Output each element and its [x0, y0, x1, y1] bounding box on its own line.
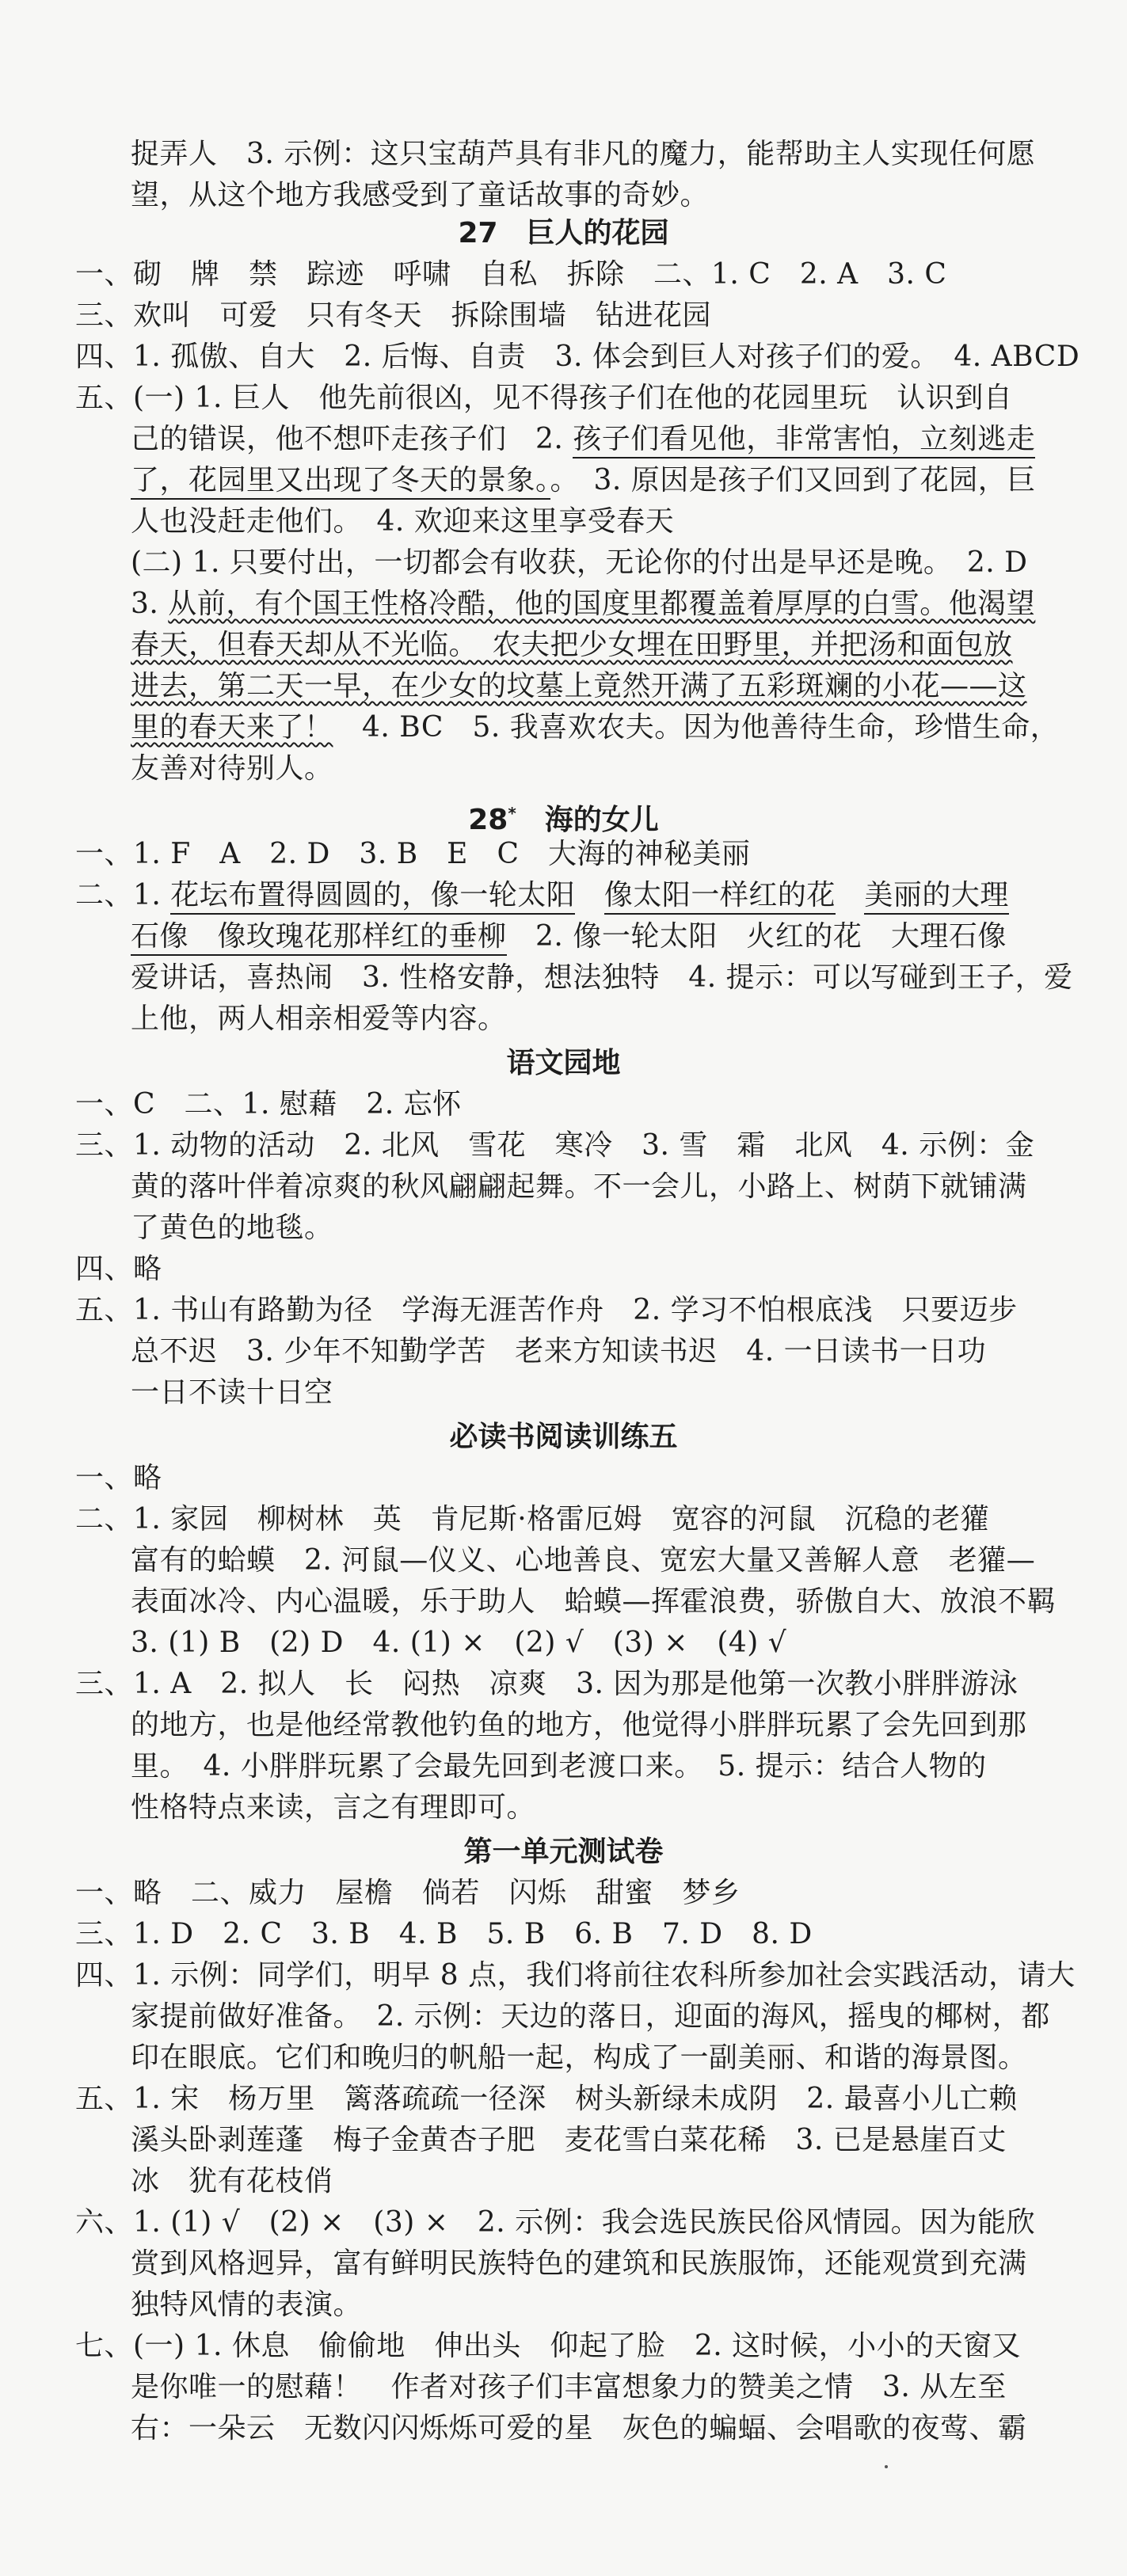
section-heading: 27 巨人的花园: [458, 217, 669, 249]
text-line: 冰 犹有花枝俏: [131, 2165, 333, 2197]
text-line: 二、1. 家园 柳树林 英 肯尼斯·格雷厄姆 宽容的河鼠 沉稳的老獾: [75, 1503, 990, 1535]
text-line: 家提前做好准备。 2. 示例：天边的落日，迎面的海风，摇曳的椰树，都: [131, 2000, 1050, 2033]
underlined-text: 孩子们看见他，非常害怕，立刻逃走: [573, 423, 1035, 459]
text-line: [131, 708, 1111, 748]
text-line: 独特风情的表演。: [131, 2289, 363, 2321]
stray-dot: [885, 2465, 888, 2468]
text-fragment: 二、1.: [75, 879, 171, 911]
text-line: 人也没赶走他们。 4. 欢迎来这里享受春天: [131, 505, 675, 538]
text-fragment: [575, 879, 604, 911]
text-line: 一、C 二、1. 慰藉 2. 忘怀: [75, 1088, 462, 1121]
text-line: 三、1. A 2. 拟人 长 闷热 凉爽 3. 因为那是他第一次教小胖胖游泳: [75, 1668, 1018, 1700]
text-line: 一、1. F A 2. D 3. B E C 大海的神秘美丽: [75, 838, 751, 870]
text-line: 一、略: [75, 1462, 162, 1494]
text-line: 捉弄人 3. 示例：这只宝葫芦具有非凡的魔力，能帮助主人实现任何愿: [131, 138, 1036, 170]
text-line: 的地方，也是他经常教他钓鱼的地方，他觉得小胖胖玩累了会先回到那: [131, 1709, 1027, 1741]
text-line: [131, 420, 1111, 459]
text-line: 三、欢叫 可爱 只有冬天 拆除围墙 钻进花园: [75, 299, 712, 332]
section-heading: 语文园地: [506, 1047, 621, 1079]
heading-mark: *: [508, 804, 516, 823]
wavy-underlined-text: 里的春天来了！: [131, 711, 333, 744]
heading-title: 海的女儿: [516, 804, 659, 836]
text-line: 一日不读十日空: [131, 1376, 333, 1409]
text-line: 三、1. 动物的活动 2. 北风 雪花 寒冷 3. 雪 霜 北风 4. 示例：金: [75, 1129, 1035, 1162]
text-line: 一、砌 牌 禁 踪迹 呼啸 自私 拆除 二、1. C 2. A 3. C: [75, 258, 947, 291]
text-line: [131, 667, 1111, 706]
text-line: 友善对待别人。: [131, 752, 333, 785]
underlined-text: 石像: [131, 920, 188, 956]
text-line: [75, 876, 1111, 915]
text-line: 上他，两人相亲相爱等内容。: [131, 1003, 507, 1035]
text-line: [131, 626, 1111, 665]
text-fragment: 2. 像一轮太阳 火红的花 大理石像: [506, 920, 1007, 953]
text-line: (二) 1. 只要付出，一切都会有收获，无论你的付出是早还是晚。 2. D: [131, 546, 1028, 579]
text-line: 印在眼底。它们和晚归的帆船一起，构成了一副美丽、和谐的海景图。: [131, 2041, 1027, 2074]
text-line: 七、(一) 1. 休息 偷偷地 伸出头 仰起了脸 2. 这时候，小小的天窗又: [75, 2330, 1022, 2362]
text-line: 黄的落叶伴着凉爽的秋风翩翩起舞。不一会儿，小路上、树荫下就铺满: [131, 1170, 1027, 1203]
section-heading: 第一单元测试卷: [463, 1836, 664, 1868]
text-line: 赏到风格迥异，富有鲜明民族特色的建筑和民族服饰，还能观赏到充满: [131, 2247, 1027, 2280]
wavy-underlined-text: 春天，但春天却从不光临。: [131, 629, 464, 661]
underlined-text: 像玫瑰花那样红的垂柳: [188, 920, 507, 956]
text-line: 望，从这个地方我感受到了童话故事的奇妙。: [131, 179, 710, 211]
text-line: 表面冰冷、内心温暖，乐于助人 蛤蟆—挥霍浪费，骄傲自大、放浪不羁: [131, 1585, 1057, 1618]
text-fragment: 己的错误，他不想吓走孩子们 2.: [131, 423, 573, 455]
text-fragment: 。 3. 原因是孩子们又回到了花园，巨: [550, 464, 1036, 497]
text-line: 右：一朵云 无数闪闪烁烁可爱的星 灰色的蝙蝠、会唱歌的夜莺、霸: [131, 2412, 1027, 2445]
text-line: 是你唯一的慰藉！ 作者对孩子们丰富想象力的赞美之情 3. 从左至: [131, 2371, 1007, 2403]
text-fragment: [836, 879, 865, 911]
text-line: 五、(一) 1. 巨人 他先前很凶，见不得孩子们在他的花园里玩 认识到自: [75, 382, 1013, 414]
underlined-text: 像太阳一样红的花: [604, 879, 836, 915]
text-line: 一、略 二、威力 屋檐 倘若 闪烁 甜蜜 梦乡: [75, 1877, 741, 1909]
wavy-underlined-text: 进去，第二天一早，在少女的坟墓上竟然开满了五彩斑斓的小花——这: [131, 670, 1027, 702]
text-line: 3. (1) B (2) D 4. (1) × (2) √ (3) × (4) √: [131, 1627, 787, 1659]
text-line: 了黄色的地毯。: [131, 1212, 333, 1244]
section-heading: [0, 793, 1127, 840]
text-line: 五、1. 书山有路勤为径 学海无涯苦作舟 2. 学习不怕根底浅 只要迈步: [75, 1294, 1018, 1326]
text-line: 六、1. (1) √ (2) × (3) × 2. 示例：我会选民族民俗风情园。因为能欣: [75, 2206, 1036, 2239]
text-fragment: 4. BC 5. 我喜欢农夫。因为他善待生命，珍惜生命，: [333, 711, 1060, 744]
underlined-text: 了，花园里又出现了冬天的景象。: [131, 464, 550, 500]
underlined-text: 花坛布置得圆圆的，像一轮太阳: [170, 879, 575, 915]
text-line: 性格特点来读，言之有理即可。: [131, 1791, 536, 1824]
text-line: 三、1. D 2. C 3. B 4. B 5. B 6. B 7. D 8. D: [75, 1918, 813, 1950]
text-line: 总不迟 3. 少年不知勤学苦 老来方知读书迟 4. 一日读书一日功: [131, 1335, 987, 1368]
text-line: 爱讲话，喜热闹 3. 性格安静，想法独特 4. 提示：可以写碰到王子，爱: [131, 961, 1073, 994]
text-line: [131, 461, 1111, 500]
text-line: [131, 917, 1111, 957]
text-line: 里。 4. 小胖胖玩累了会最先回到老渡口来。 5. 提示：结合人物的: [131, 1750, 987, 1783]
text-line: 四、略: [75, 1253, 162, 1285]
text-line: 四、1. 孤傲、自大 2. 后悔、自责 3. 体会到巨人对孩子们的爱。 4. ABCD: [75, 341, 1080, 373]
underlined-text: 美丽的大理: [864, 879, 1009, 915]
wavy-underlined-text: 从前，有个国王性格冷酷，他的国度里都覆盖着厚厚的白雪。他渴望: [168, 588, 1036, 620]
section-heading: 必读书阅读训练五: [449, 1421, 678, 1453]
text-line: 五、1. 宋 杨万里 篱落疏疏一径深 树头新绿未成阴 2. 最喜小儿亡赖: [75, 2083, 1018, 2115]
wavy-underlined-text: 农夫把少女埋在田野里，并把汤和面包放: [463, 629, 1013, 661]
text-line: 溪头卧剥莲蓬 梅子金黄杏子肥 麦花雪白菜花稀 3. 已是悬崖百丈: [131, 2124, 1007, 2156]
text-line: 富有的蛤蟆 2. 河鼠—仪义、心地善良、宽宏大量又善解人意 老獾—: [131, 1544, 1036, 1577]
heading-number: 28: [468, 804, 508, 836]
text-line: 四、1. 示例：同学们，明早 8 点，我们将前往农科所参加社会实践活动，请大: [75, 1959, 1076, 1992]
text-fragment: 3.: [131, 588, 169, 620]
text-line: [131, 584, 1111, 624]
